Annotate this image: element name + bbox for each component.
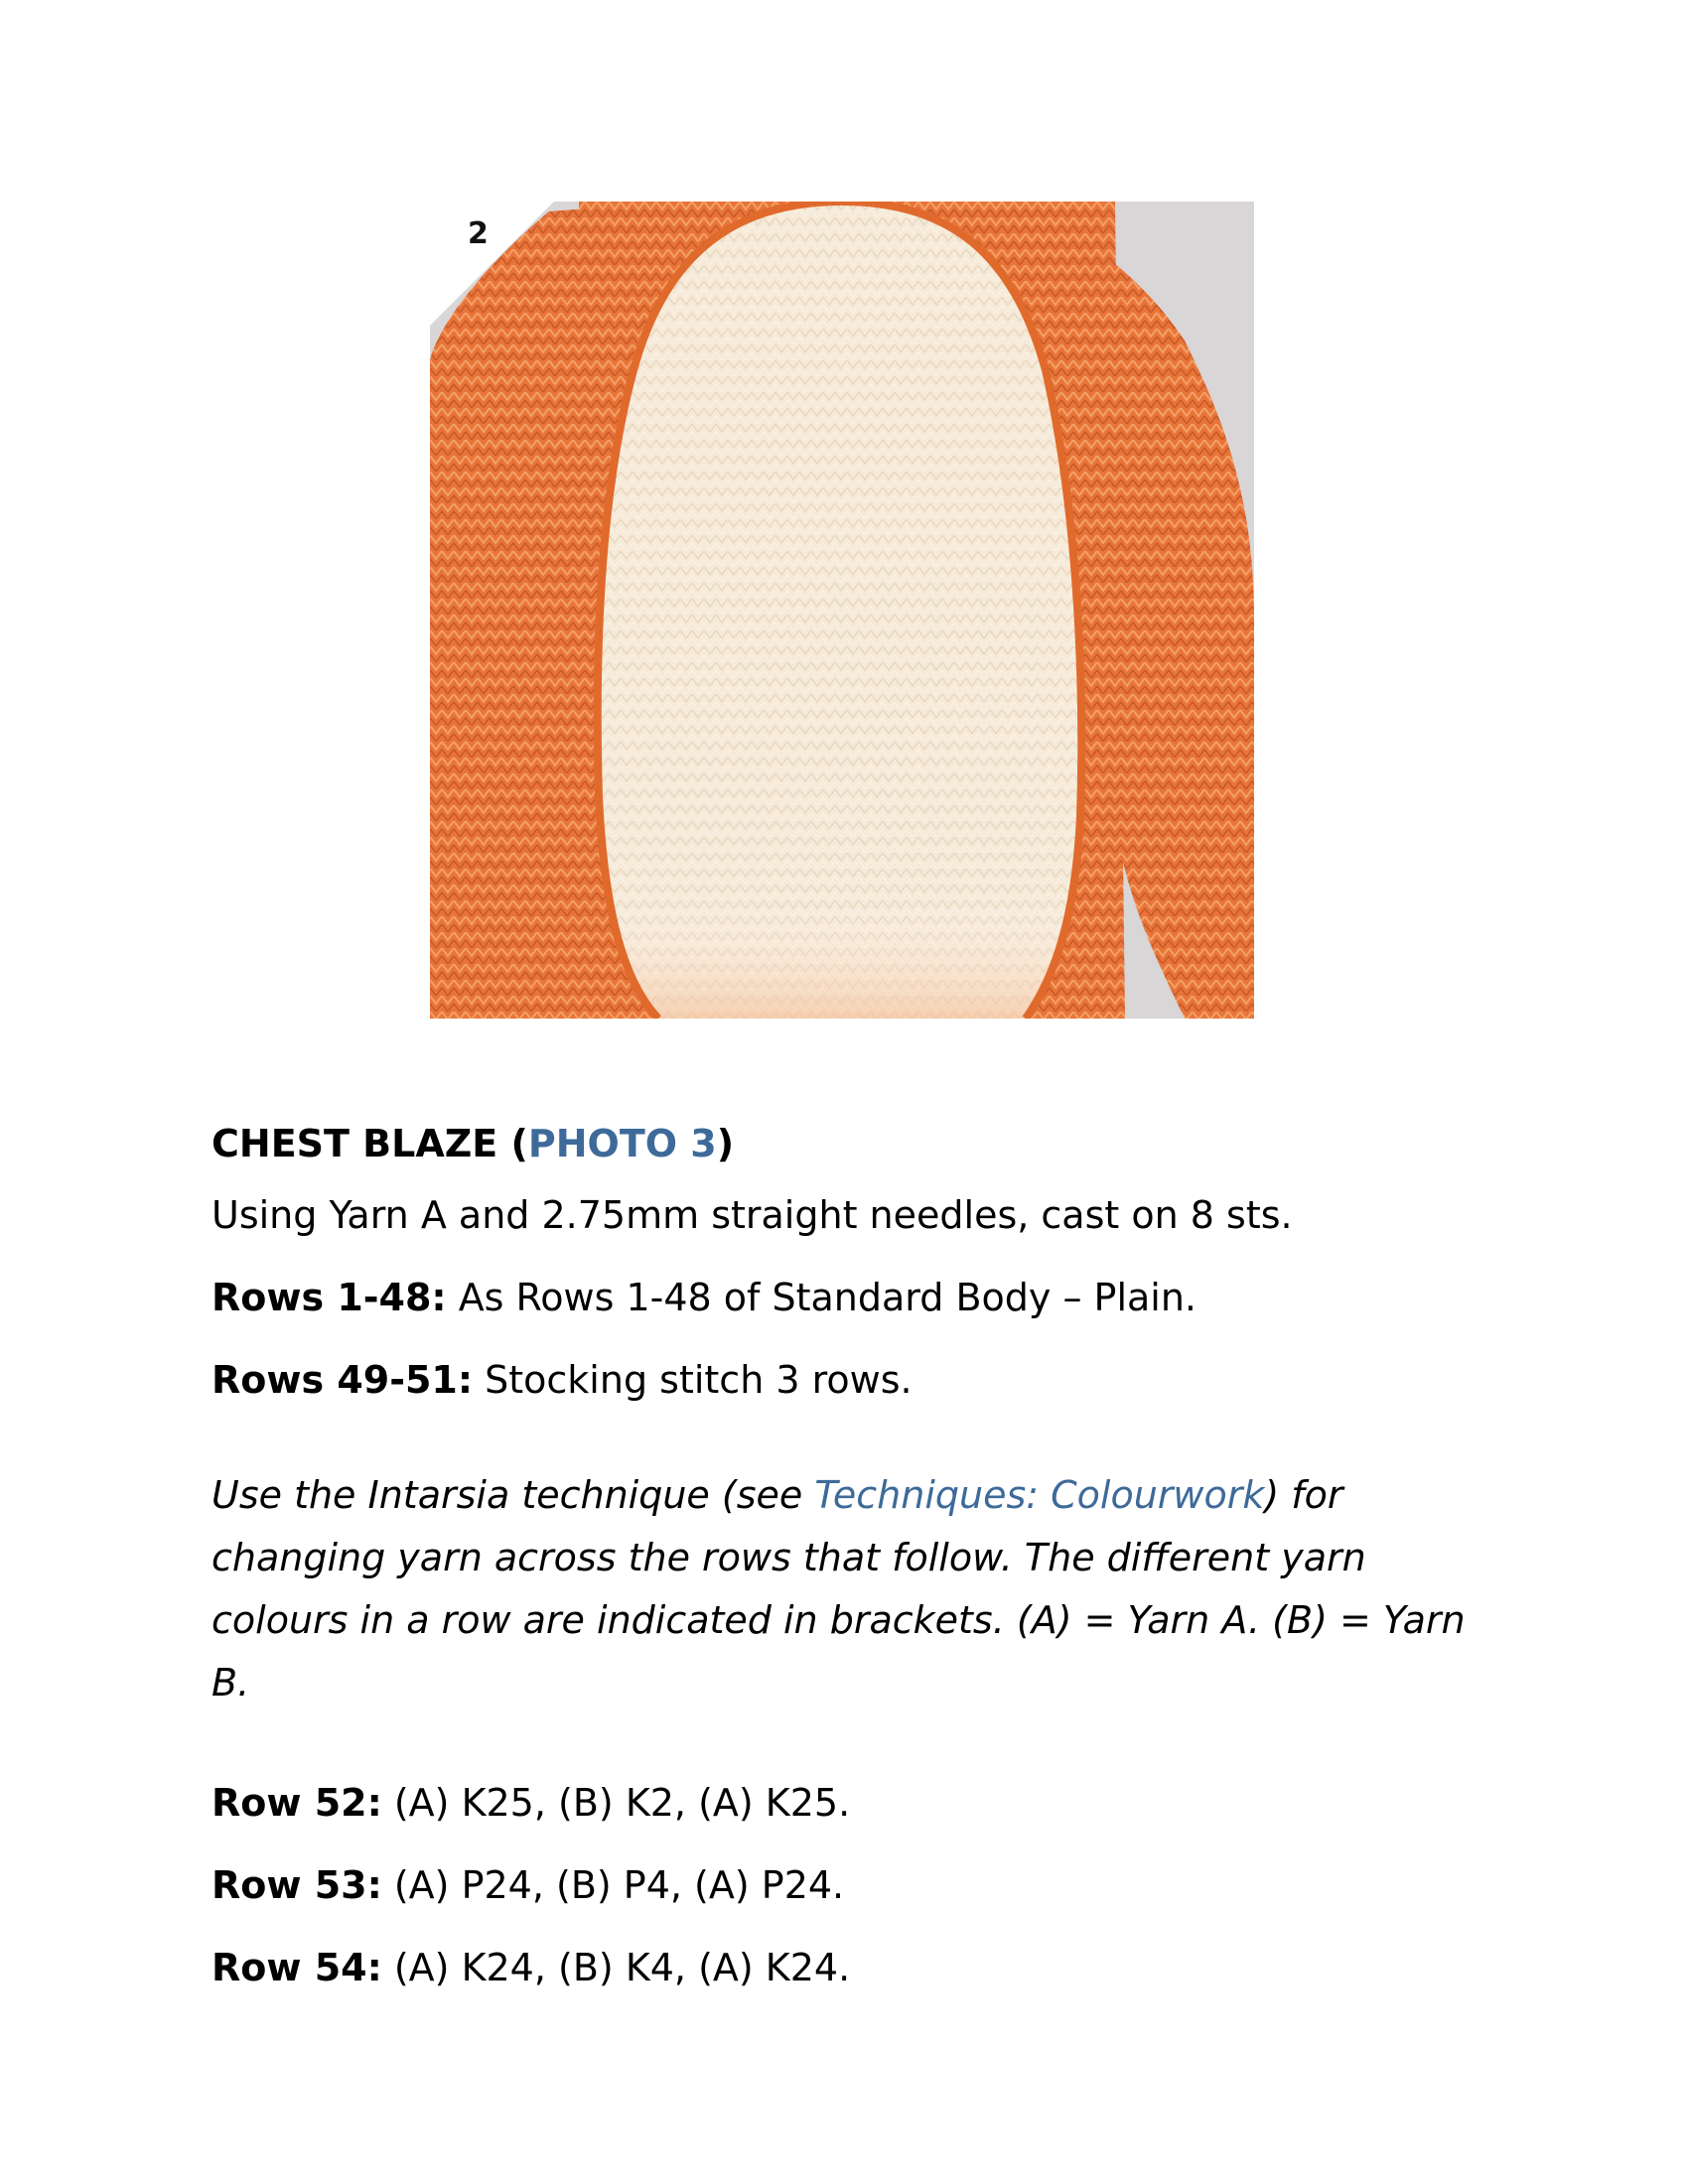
row-52-text: (A) K25, (B) K2, (A) K25. xyxy=(381,1781,851,1825)
rows-1-48-text: As Rows 1-48 of Standard Body – Plain. xyxy=(446,1276,1197,1319)
rows-49-51-label: Rows 49-51: xyxy=(211,1358,474,1402)
intro-text: Using Yarn A and 2.75mm straight needles, cast on 8 sts. xyxy=(211,1193,1293,1237)
row-52-label: Row 52: xyxy=(211,1781,382,1825)
photo-3-link[interactable]: PHOTO 3 xyxy=(527,1122,717,1165)
rows-49-51-text: Stocking stitch 3 rows. xyxy=(473,1358,913,1402)
row-52-line xyxy=(211,1776,1502,1830)
rows-1-48-line xyxy=(211,1271,1502,1324)
heading-prefix: CHEST BLAZE ( xyxy=(211,1122,528,1165)
row-53-line xyxy=(211,1858,1502,1912)
row-54-text: (A) K24, (B) K4, (A) K24. xyxy=(381,1946,851,1989)
section-heading xyxy=(211,1117,1502,1170)
knitted-toy-chest-photo-icon xyxy=(430,202,1254,1019)
intarsia-note xyxy=(211,1464,1502,1714)
rows-49-51-line xyxy=(211,1353,1502,1407)
row-53-text: (A) P24, (B) P4, (A) P24. xyxy=(381,1863,845,1907)
pattern-section xyxy=(211,1117,1502,2023)
row-54-line xyxy=(211,1941,1502,1994)
note-suffix: ) for changing yarn across the rows that follow. The different yarn colours in a row are indicated in brackets. (A) = Yarn A. (B) = Yarn B. xyxy=(211,1473,1466,1705)
row-54-label: Row 54: xyxy=(211,1946,382,1989)
row-53-label: Row 53: xyxy=(211,1863,382,1907)
chest-photo xyxy=(430,202,1254,1019)
heading-suffix: ) xyxy=(716,1122,735,1165)
techniques-colourwork-link[interactable]: Techniques: Colourwork xyxy=(814,1473,1265,1517)
note-prefix: Use the Intarsia technique (see xyxy=(211,1473,815,1517)
rows-1-48-label: Rows 1-48: xyxy=(211,1276,447,1319)
photo-number-label: 2 xyxy=(468,216,489,251)
